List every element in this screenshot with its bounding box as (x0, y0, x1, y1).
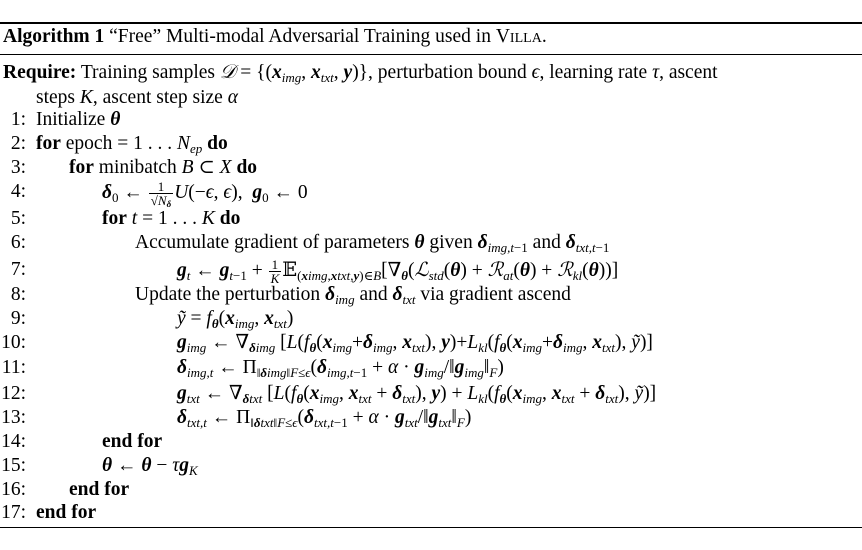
algorithm-line-7: $g_t$ ← $g_{t-1}$ + $\frac{1}{K}$ $𝔼_{(ximg,xtxt,y)\in B}[\nabla_\theta(ℒ_{std}(\theta)$ + ℛ$_{at}$(θ) + ℛ$_{kl}$(θ))] (177, 257, 619, 286)
line-number: 4: (10, 181, 26, 202)
line-number: 3: (10, 157, 26, 178)
algorithm-line-17: end for (36, 502, 97, 523)
require-line-2: steps K, ascent step size α (36, 87, 238, 108)
algorithm-line-3: for minibatch B ⊂ X do (69, 157, 258, 178)
algorithm-line-6: Accumulate gradient of parameters θ given $\delta_{img,t-1}$ and $\delta_{txt,t-1}$ (135, 232, 610, 255)
line-number: 14: (1, 431, 26, 452)
line-number: 13: (1, 407, 26, 428)
line-number: 10: (1, 332, 26, 353)
algorithm-line-1: Initialize θ (36, 109, 121, 130)
line-number: 17: (1, 502, 26, 523)
line-number: 12: (1, 383, 26, 404)
line-number: 8: (10, 284, 26, 305)
algorithm-line-16: end for (69, 479, 130, 500)
line-number: 5: (10, 208, 26, 229)
algorithm-line-11: $\delta_{img,t}$ ← $\Pi_{‖\delta img‖F\le\epsilon}(\delta_{img,t-1} + \alpha$ · $g_{img}/‖g_{img}‖_F$) (177, 357, 504, 380)
line-number: 1: (10, 109, 26, 130)
algorithm-title: “Free” Multi-modal Adversarial Training used in (109, 26, 496, 47)
line-number: 9: (10, 308, 26, 329)
algorithm-line-8: Update the perturbation $\delta_{img}$ and $\delta_{txt}$ via gradient ascend (135, 284, 571, 307)
algorithm-line-12: $g_{txt}$ ← $\nabla_{\delta txt}$ [$L(f_\theta(x_{img}$, $x_{txt} + \delta_{txt}$), $y) + L_{kl}(f_\theta(x_{img}$, $x_{txt} + \delta_{txt}$), ỹ)] (177, 383, 657, 406)
algorithm-line-2: for epoch = 1 . . . $N_{ep}$ do (36, 133, 228, 156)
require-line-1: Require: Training samples 𝒟 = {($x_{img}$, $x_{txt}$, y)}, perturbation bound ϵ, learning rate τ, ascent (3, 62, 718, 85)
bottom-rule (0, 527, 862, 528)
algorithm-line-13: $\delta_{txt,t}$ ← $\Pi_{‖\delta txt‖F\le\epsilon}(\delta_{txt,t-1} + \alpha$ · $g_{txt}/‖g_{txt}‖_F$) (177, 407, 472, 430)
algorithm-line-10: $g_{img}$ ← $\nabla_{\delta img}$ [$L(f_\theta(x_{img}+\delta_{img}$, $x_{txt}$), $y)+L_{kl}(f_\theta(x_{img}+\delta_{img}$, $x_{txt}$), ỹ)] (177, 332, 653, 355)
algorithm-line-9: ỹ = $f_\theta(x_{img}$, $x_{txt}$) (177, 308, 294, 331)
algorithm-line-15: θ ← $\theta - \tau g_K$ (102, 455, 198, 478)
caption-rule (0, 54, 862, 55)
algorithm-name: Villa (495, 26, 542, 47)
line-number: 7: (10, 259, 26, 280)
require-keyword: Require: (3, 62, 77, 83)
line-number: 2: (10, 133, 26, 154)
algorithm-line-5: for t = 1 . . . K do (102, 208, 241, 229)
line-number: 16: (1, 479, 26, 500)
line-number: 11: (1, 357, 26, 378)
line-number: 6: (10, 232, 26, 253)
algorithm-caption: Algorithm 1 “Free” Multi-modal Adversarial Training used in Villa. (3, 26, 547, 47)
line-number: 15: (1, 455, 26, 476)
top-rule (0, 22, 862, 24)
algorithm-line-4: $\delta_0$ ← $\frac{1}{√N_\delta}$ U(−ϵ, ϵ), $g_0$ ← 0 (102, 179, 308, 209)
algorithm-label: Algorithm 1 (3, 26, 105, 47)
algorithm-line-14: end for (102, 431, 163, 452)
